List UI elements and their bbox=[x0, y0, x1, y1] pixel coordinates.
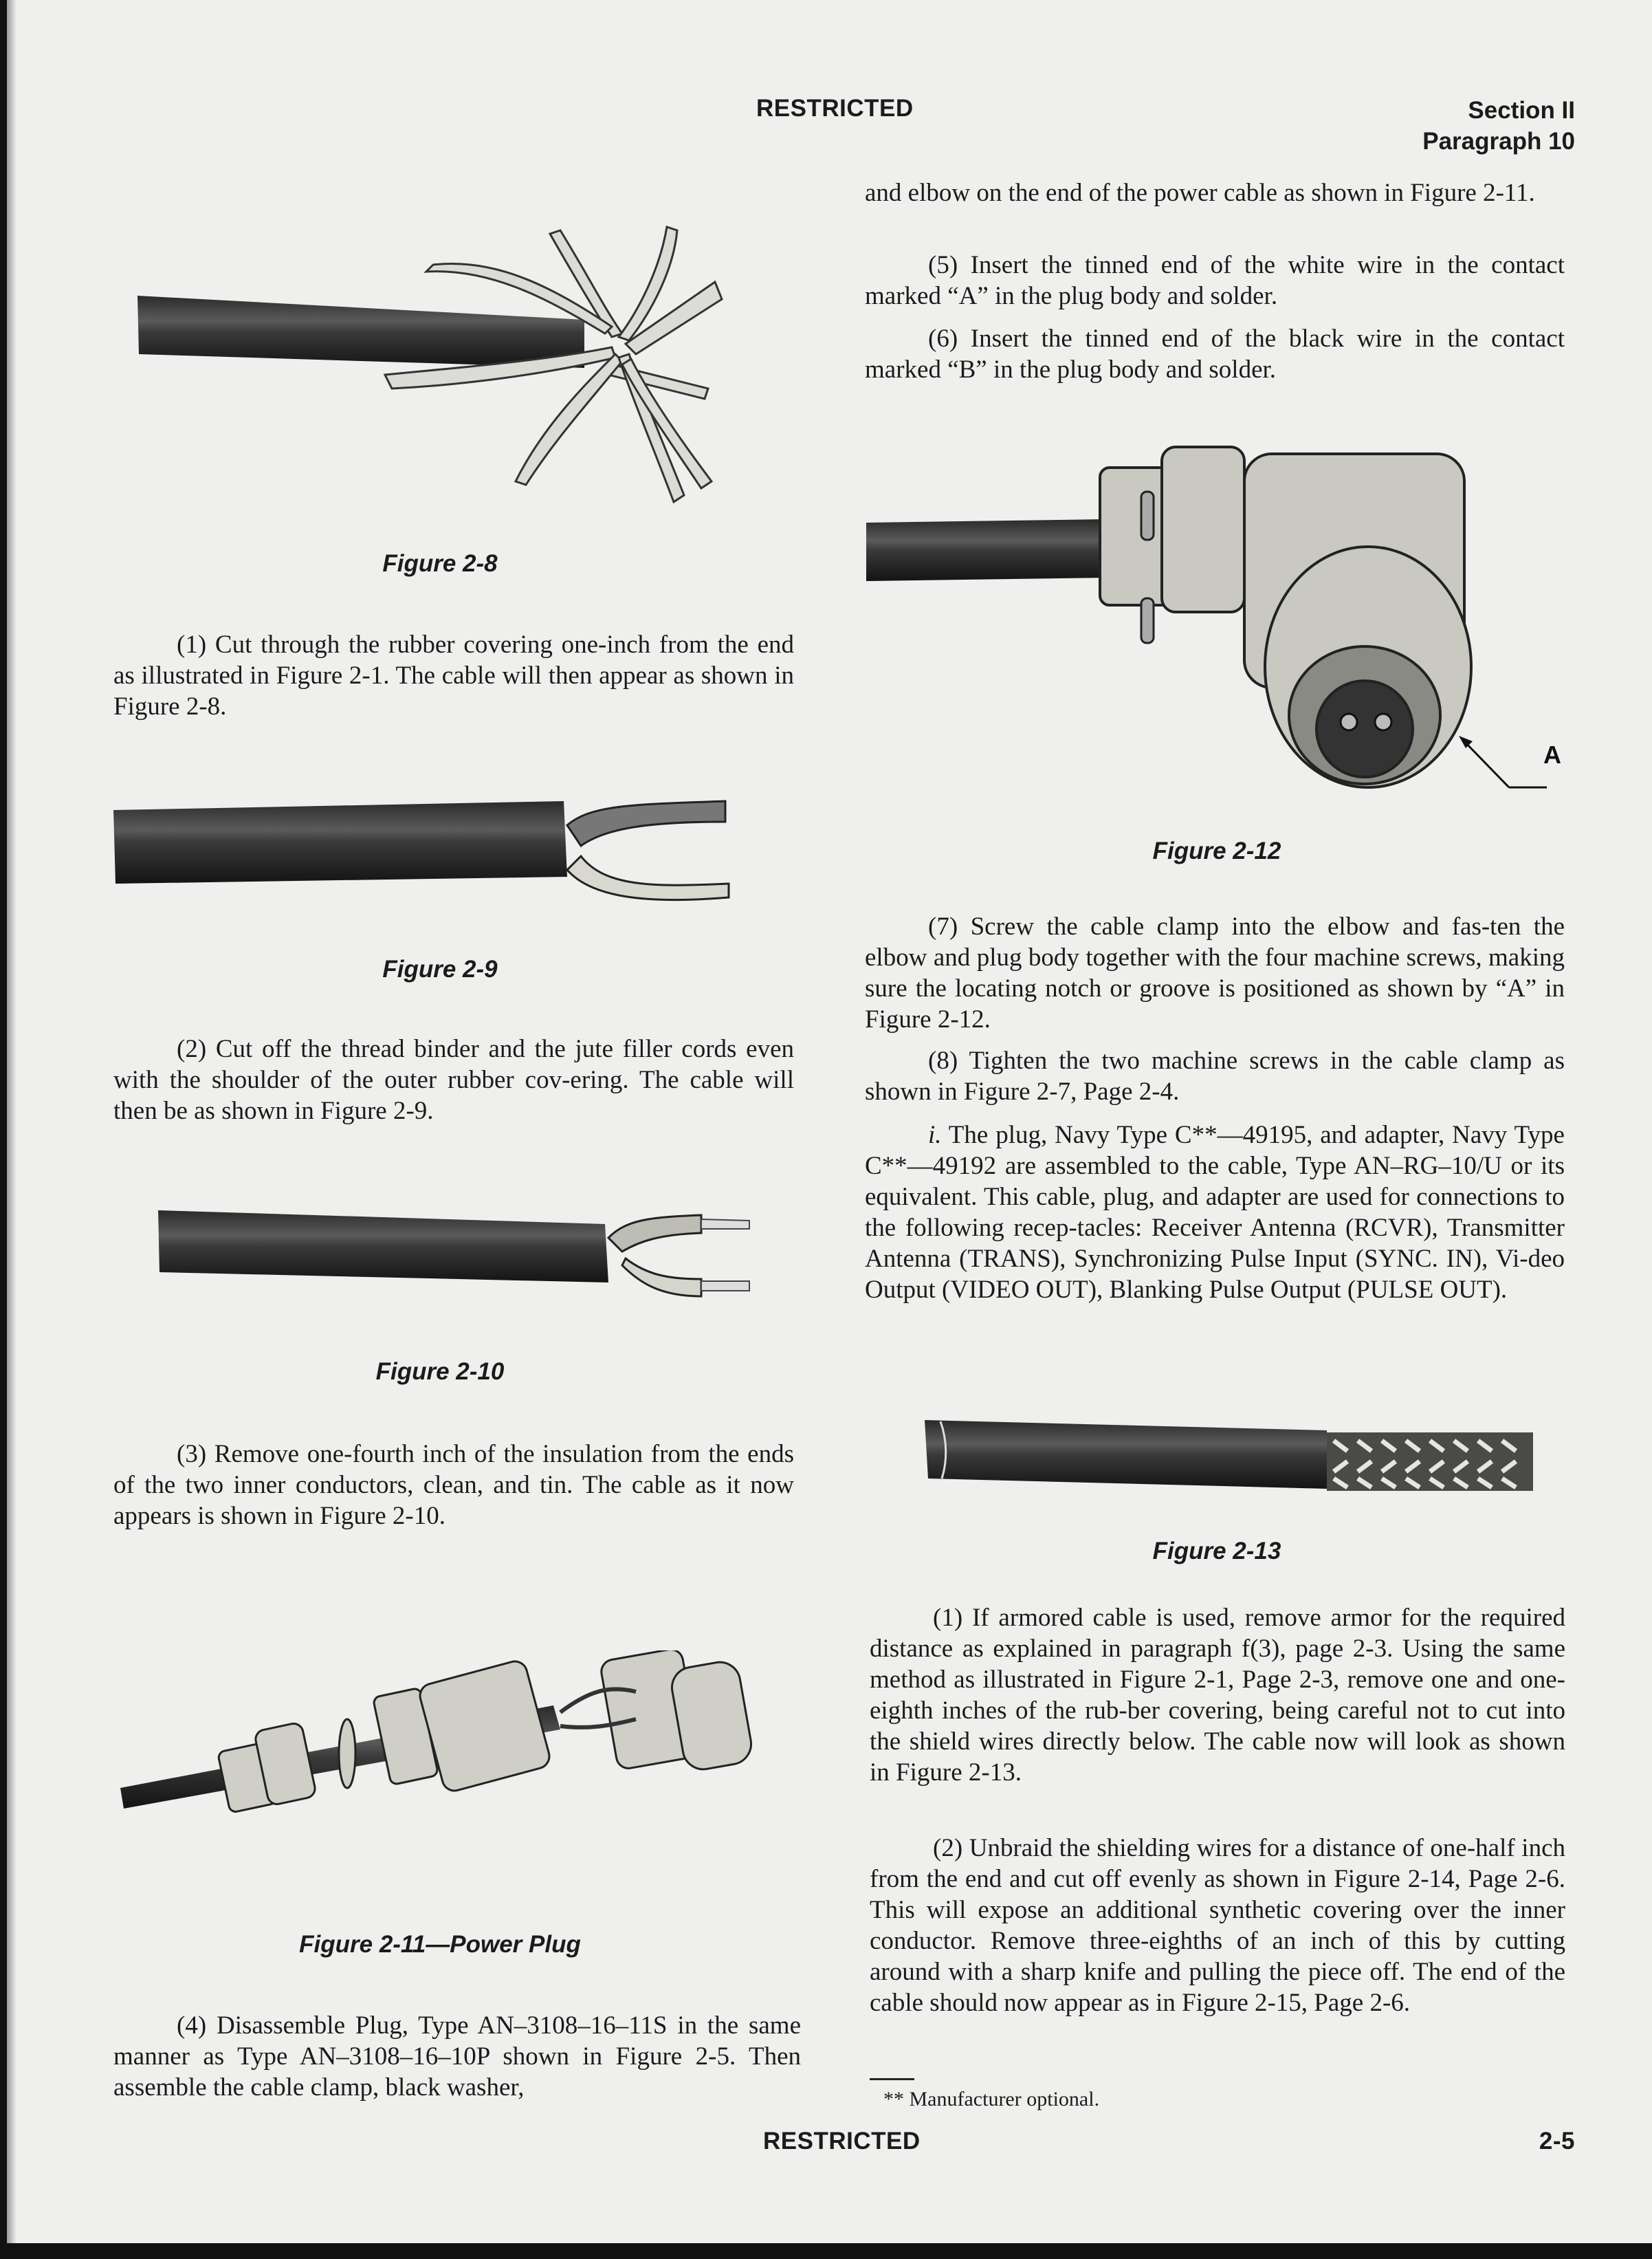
step-paragraph: (1) If armored cable is used, remove armor for the required distance as explained in paragraph f(3), page 2-3. Using the same method as illustrated in Figure 2-1, Page 2-3, remove one and one-eighth inches of the rub-ber covering, being careful not to cut into the shield wires directly below. The cable now will look as shown in Figure 2-13. bbox=[870, 1604, 1565, 1787]
cable-body bbox=[113, 801, 567, 884]
footnote: ** Manufacturer optional. bbox=[883, 2088, 1100, 2110]
step-paragraph: (7) Screw the cable clamp into the elbow and fas-ten the elbow and plug body together with the four machine screws, making sure the locating notch or groove is positioned as shown by “A” in Figure 2-12. bbox=[865, 913, 1565, 1034]
contact-pin bbox=[1341, 714, 1357, 730]
item-text: The plug, Navy Type C**—49195, and adapter, Navy Type C**—49192 are assembled to the cable, Type AN–RG–10/U or its equivalent. This cable, plug, and adapter are used for connections to the following recep-tacles: Receiver Antenna (RCVR), Transmitter Antenna (TRANS), Synchronizing Pulse Input (SYNC. IN), Vi-deo Output (VIDEO OUT), Blanking Pulse Output (PULSE OUT). bbox=[865, 1121, 1565, 1304]
header-paragraph: Paragraph 10 bbox=[1422, 128, 1575, 155]
insert-cavity bbox=[1317, 681, 1413, 777]
clamp-nut bbox=[1162, 447, 1244, 612]
document-page bbox=[7, 0, 1652, 2243]
contact-pin bbox=[1375, 714, 1391, 730]
figure-2-9-illustration bbox=[110, 784, 742, 908]
figure-caption: Figure 2-10 bbox=[375, 1358, 505, 1385]
conductor-insulated bbox=[622, 1258, 701, 1296]
step-paragraph: (3) Remove one-fourth inch of the insulation from the ends of the two inner conductors, clean, and tin. The cable as it now appears is shown in Figure 2-10. bbox=[113, 1440, 794, 1530]
callout-leader bbox=[1461, 738, 1547, 787]
elbow-flange bbox=[417, 1659, 552, 1793]
figure-caption: Figure 2-13 bbox=[1152, 1538, 1281, 1564]
figure-caption: Figure 2-12 bbox=[1152, 838, 1281, 864]
conductor-black bbox=[567, 801, 725, 846]
step-paragraph: (2) Cut off the thread binder and the jute filler cords even with the shoulder of the outer rubber cov-ering. The cable will then be as shown in Figure 2-9. bbox=[113, 1035, 794, 1125]
cable-body bbox=[158, 1210, 608, 1283]
callout-label-a: A bbox=[1543, 741, 1561, 769]
cable-body bbox=[866, 519, 1108, 581]
footer-classification: RESTRICTED bbox=[763, 2128, 921, 2154]
clamp-screw bbox=[1141, 492, 1154, 540]
jute-filler-strands bbox=[385, 227, 722, 502]
figure-2-10-illustration bbox=[151, 1200, 756, 1307]
tinned-end bbox=[701, 1219, 749, 1229]
figure-caption: Figure 2-11—Power Plug bbox=[299, 1931, 581, 1958]
figure-2-11-illustration bbox=[113, 1650, 801, 1829]
tinned-end bbox=[701, 1281, 749, 1291]
item-i-paragraph bbox=[865, 1120, 1565, 1305]
figure-caption: Figure 2-8 bbox=[382, 550, 498, 577]
step-paragraph: (6) Insert the tinned end of the black wire in the contact marked “B” in the plug body and solder. bbox=[865, 325, 1565, 384]
item-label: i. bbox=[928, 1121, 942, 1149]
step-paragraph: (2) Unbraid the shielding wires for a distance of one-half inch from the end and cut off evenly as shown in Figure 2-14, Page 2-6. This will expose an additional synthetic covering over the inner conductor. Remove three-eighths of an inch of this by cutting around with a sharp knife and pulling the piece off. The end of the cable should now appear as in Figure 2-15, Page 2-6. bbox=[870, 1834, 1565, 2017]
clamp-screw bbox=[1141, 598, 1154, 643]
figure-2-8-illustration bbox=[131, 199, 749, 516]
step-paragraph: (1) Cut through the rubber covering one-inch from the end as illustrated in Figure 2-1. The cable will then appear as shown in Figure 2-8. bbox=[113, 631, 794, 721]
cable-body bbox=[137, 296, 584, 368]
step-paragraph: (4) Disassemble Plug, Type AN–3108–16–11S in the same manner as Type AN–3108–16–10P shown in Figure 2-5. Then assemble the cable clamp, black washer, bbox=[113, 2011, 801, 2102]
page-number: 2-5 bbox=[1539, 2128, 1575, 2154]
footnote-rule bbox=[870, 2078, 914, 2080]
header-section: Section II bbox=[1468, 97, 1575, 124]
black-washer bbox=[339, 1719, 355, 1788]
figure-2-12-illustration bbox=[859, 440, 1574, 798]
header-section-block bbox=[1422, 95, 1575, 157]
header-classification: RESTRICTED bbox=[756, 95, 914, 122]
figure-caption: Figure 2-9 bbox=[382, 956, 498, 983]
conductor-insulated bbox=[608, 1215, 701, 1252]
step-paragraph: (5) Insert the tinned end of the white wire in the contact marked “A” in the plug body and solder. bbox=[865, 251, 1565, 310]
step-paragraph: (8) Tighten the two machine screws in the cable clamp as shown in Figure 2-7, Page 2-4. bbox=[865, 1047, 1565, 1106]
conductor-white bbox=[567, 856, 729, 900]
figure-2-13-illustration bbox=[921, 1413, 1547, 1496]
continued-paragraph: and elbow on the end of the power cable as shown in Figure 2-11. bbox=[865, 179, 1535, 207]
cable-body bbox=[925, 1420, 1328, 1489]
